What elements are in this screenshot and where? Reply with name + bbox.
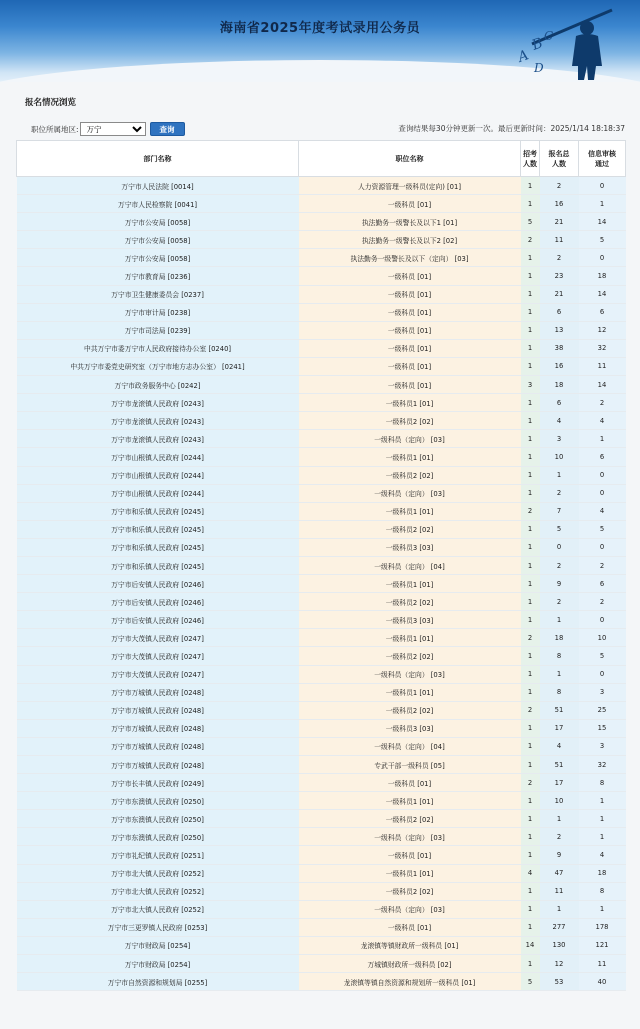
cell-dept: 万宁市东澳镇人民政府 [0250] — [17, 810, 299, 828]
cell-approved: 0 — [579, 177, 626, 195]
cell-quota: 2 — [521, 774, 540, 792]
cell-applicants: 51 — [540, 701, 579, 719]
main-content — [0, 82, 640, 1029]
cell-quota: 1 — [521, 448, 540, 466]
cell-approved: 0 — [579, 466, 626, 484]
cell-applicants: 18 — [540, 376, 579, 394]
cell-applicants: 3 — [540, 430, 579, 448]
cell-applicants: 2 — [540, 593, 579, 611]
cell-applicants: 10 — [540, 448, 579, 466]
table-row — [17, 556, 626, 574]
table-header-row — [17, 141, 626, 177]
cell-dept: 万宁市山根镇人民政府 [0244] — [17, 448, 299, 466]
table-row — [17, 665, 626, 683]
cell-approved: 2 — [579, 593, 626, 611]
table-row — [17, 303, 626, 321]
cell-position: 一级科员 [01] — [299, 918, 521, 936]
cell-approved: 40 — [579, 973, 626, 991]
cell-quota: 1 — [521, 900, 540, 918]
cell-position: 一级科员3 [03] — [299, 611, 521, 629]
cell-position: 一级科员（定向） [03] — [299, 828, 521, 846]
cell-dept: 万宁市人民法院 [0014] — [17, 177, 299, 195]
cell-position: 一级科员 [01] — [299, 285, 521, 303]
cell-applicants: 2 — [540, 177, 579, 195]
abc-figure-logo-icon — [492, 4, 622, 84]
table-row — [17, 719, 626, 737]
cell-dept: 万宁市山根镇人民政府 [0244] — [17, 466, 299, 484]
table-row — [17, 321, 626, 339]
cell-position: 执法勤务一级警长及以下2 [02] — [299, 231, 521, 249]
cell-quota: 2 — [521, 629, 540, 647]
cell-position: 一级科员1 [01] — [299, 792, 521, 810]
cell-position: 一级科员1 [01] — [299, 864, 521, 882]
table-row — [17, 538, 626, 556]
cell-position: 一级科员2 [02] — [299, 701, 521, 719]
cell-quota: 1 — [521, 918, 540, 936]
query-button[interactable]: 查询 — [150, 122, 185, 136]
cell-approved: 15 — [579, 719, 626, 737]
cell-applicants: 130 — [540, 936, 579, 954]
cell-approved: 3 — [579, 737, 626, 755]
cell-position: 一级科员（定向） [04] — [299, 737, 521, 755]
cell-position: 一级科员（定向） [03] — [299, 430, 521, 448]
cell-quota: 1 — [521, 484, 540, 502]
cell-approved: 1 — [579, 792, 626, 810]
cell-quota: 3 — [521, 376, 540, 394]
cell-approved: 14 — [579, 285, 626, 303]
cell-dept: 万宁市人民检察院 [0041] — [17, 195, 299, 213]
cell-applicants: 47 — [540, 864, 579, 882]
cell-dept: 万宁市和乐镇人民政府 [0245] — [17, 520, 299, 538]
cell-dept: 万宁市司法局 [0239] — [17, 321, 299, 339]
cell-applicants: 2 — [540, 249, 579, 267]
cell-applicants: 21 — [540, 213, 579, 231]
cell-quota: 1 — [521, 647, 540, 665]
cell-position: 一级科员2 [02] — [299, 593, 521, 611]
table-row — [17, 357, 626, 375]
cell-applicants: 4 — [540, 412, 579, 430]
table-row — [17, 575, 626, 593]
cell-applicants: 38 — [540, 339, 579, 357]
table-row — [17, 177, 626, 195]
cell-dept: 万宁市北大镇人民政府 [0252] — [17, 900, 299, 918]
cell-approved: 2 — [579, 556, 626, 574]
cell-applicants: 1 — [540, 665, 579, 683]
cell-applicants: 2 — [540, 556, 579, 574]
cell-approved: 6 — [579, 448, 626, 466]
cell-dept: 万宁市后安镇人民政府 [0246] — [17, 611, 299, 629]
cell-approved: 0 — [579, 249, 626, 267]
cell-quota: 2 — [521, 701, 540, 719]
cell-dept: 万宁市万城镇人民政府 [0248] — [17, 756, 299, 774]
cell-dept: 中共万宁市委万宁市人民政府接待办公室 [0240] — [17, 339, 299, 357]
cell-position: 一级科员1 [01] — [299, 394, 521, 412]
cell-dept: 万宁市万城镇人民政府 [0248] — [17, 683, 299, 701]
cell-quota: 1 — [521, 339, 540, 357]
cell-quota: 1 — [521, 575, 540, 593]
cell-quota: 5 — [521, 213, 540, 231]
cell-quota: 5 — [521, 973, 540, 991]
cell-dept: 万宁市大茂镇人民政府 [0247] — [17, 647, 299, 665]
cell-quota: 1 — [521, 538, 540, 556]
cell-applicants: 10 — [540, 792, 579, 810]
cell-applicants: 5 — [540, 520, 579, 538]
cell-position: 执法勤务一级警长及以下1 [01] — [299, 213, 521, 231]
cell-applicants: 17 — [540, 719, 579, 737]
cell-quota: 1 — [521, 719, 540, 737]
table-row — [17, 973, 626, 991]
cell-quota: 1 — [521, 394, 540, 412]
cell-quota: 1 — [521, 556, 540, 574]
header-banner — [0, 0, 640, 88]
table-row — [17, 828, 626, 846]
table-row — [17, 593, 626, 611]
cell-applicants: 23 — [540, 267, 579, 285]
cell-position: 一级科员1 [01] — [299, 629, 521, 647]
page-title: 海南省2025年度考试录用公务员 — [219, 21, 421, 36]
table-row — [17, 882, 626, 900]
cell-applicants: 9 — [540, 575, 579, 593]
cell-approved: 5 — [579, 231, 626, 249]
cell-dept: 中共万宁市委党史研究室（万宁市地方志办公室） [0241] — [17, 357, 299, 375]
cell-dept: 万宁市和乐镇人民政府 [0245] — [17, 556, 299, 574]
cell-applicants: 7 — [540, 502, 579, 520]
cell-approved: 121 — [579, 936, 626, 954]
cell-dept: 万宁市公安局 [0058] — [17, 249, 299, 267]
cell-quota: 1 — [521, 412, 540, 430]
cell-dept: 万宁市财政局 [0254] — [17, 936, 299, 954]
table-row — [17, 267, 626, 285]
cell-approved: 18 — [579, 864, 626, 882]
cell-quota: 1 — [521, 267, 540, 285]
table-row — [17, 810, 626, 828]
table-row — [17, 249, 626, 267]
cell-quota: 1 — [521, 195, 540, 213]
cell-approved: 3 — [579, 683, 626, 701]
cell-applicants: 21 — [540, 285, 579, 303]
cell-position: 一级科员 [01] — [299, 321, 521, 339]
table-row — [17, 701, 626, 719]
cell-position: 一级科员2 [02] — [299, 412, 521, 430]
cell-dept: 万宁市万城镇人民政府 [0248] — [17, 737, 299, 755]
cell-quota: 1 — [521, 882, 540, 900]
cell-quota: 1 — [521, 321, 540, 339]
cell-quota: 1 — [521, 249, 540, 267]
cell-applicants: 11 — [540, 882, 579, 900]
filter-bar — [31, 122, 185, 136]
cell-quota: 1 — [521, 955, 540, 973]
cell-quota: 1 — [521, 792, 540, 810]
cell-dept: 万宁市东澳镇人民政府 [0250] — [17, 828, 299, 846]
cell-quota: 1 — [521, 665, 540, 683]
table-row — [17, 955, 626, 973]
cell-quota: 1 — [521, 520, 540, 538]
cell-position: 一级科员2 [02] — [299, 466, 521, 484]
cell-dept: 万宁市龙滚镇人民政府 [0243] — [17, 430, 299, 448]
table-row — [17, 647, 626, 665]
cell-quota: 14 — [521, 936, 540, 954]
cell-position: 一级科员3 [03] — [299, 719, 521, 737]
cell-dept: 万宁市万城镇人民政府 [0248] — [17, 701, 299, 719]
cell-dept: 万宁市公安局 [0058] — [17, 213, 299, 231]
cell-dept: 万宁市三更罗镇人民政府 [0253] — [17, 918, 299, 936]
svg-text:B: B — [529, 35, 546, 54]
cell-applicants: 8 — [540, 647, 579, 665]
table-row — [17, 430, 626, 448]
cell-quota: 4 — [521, 864, 540, 882]
table-row — [17, 502, 626, 520]
cell-approved: 10 — [579, 629, 626, 647]
cell-approved: 0 — [579, 665, 626, 683]
cell-approved: 6 — [579, 575, 626, 593]
cell-applicants: 51 — [540, 756, 579, 774]
cell-position: 一级科员3 [03] — [299, 538, 521, 556]
cell-applicants: 1 — [540, 611, 579, 629]
cell-position: 万城镇财政所一级科员 [02] — [299, 955, 521, 973]
cell-approved: 0 — [579, 484, 626, 502]
cell-approved: 1 — [579, 900, 626, 918]
table-row — [17, 864, 626, 882]
cell-quota: 1 — [521, 593, 540, 611]
cell-quota: 2 — [521, 502, 540, 520]
cell-approved: 8 — [579, 774, 626, 792]
table-row — [17, 376, 626, 394]
table-row — [17, 195, 626, 213]
cell-approved: 1 — [579, 810, 626, 828]
cell-position: 一级科员1 [01] — [299, 575, 521, 593]
section-title: 报名情况浏览 — [25, 98, 77, 108]
cell-dept: 万宁市教育局 [0236] — [17, 267, 299, 285]
header-approved: 信息审核通过 — [579, 141, 626, 177]
cell-applicants: 2 — [540, 828, 579, 846]
cell-position: 一级科员 [01] — [299, 339, 521, 357]
cell-position: 专武干部一级科员 [05] — [299, 756, 521, 774]
cell-dept: 万宁市北大镇人民政府 [0252] — [17, 882, 299, 900]
cell-quota: 1 — [521, 303, 540, 321]
cell-position: 龙滚镇等镇自然资源和规划所一级科员 [01] — [299, 973, 521, 991]
cell-position: 人力资源管理一级科员(定向) [01] — [299, 177, 521, 195]
cell-dept: 万宁市龙滚镇人民政府 [0243] — [17, 394, 299, 412]
cell-quota: 1 — [521, 357, 540, 375]
cell-quota: 1 — [521, 611, 540, 629]
cell-quota: 1 — [521, 846, 540, 864]
cell-quota: 1 — [521, 466, 540, 484]
svg-text:D: D — [534, 61, 544, 75]
cell-applicants: 6 — [540, 394, 579, 412]
cell-applicants: 16 — [540, 195, 579, 213]
cell-approved: 1 — [579, 430, 626, 448]
cell-approved: 4 — [579, 846, 626, 864]
table-row — [17, 231, 626, 249]
cell-applicants: 0 — [540, 538, 579, 556]
cell-position: 一级科员 [01] — [299, 376, 521, 394]
cell-dept: 万宁市政务服务中心 [0242] — [17, 376, 299, 394]
cell-applicants: 53 — [540, 973, 579, 991]
header-applicants: 报名总人数 — [540, 141, 579, 177]
cell-approved: 5 — [579, 520, 626, 538]
cell-position: 一级科员 [01] — [299, 195, 521, 213]
cell-position: 一级科员（定向） [03] — [299, 900, 521, 918]
table-row — [17, 756, 626, 774]
update-note: 查询结果每30分钟更新一次。最后更新时间：2025/1/14 18:18:37 — [398, 124, 625, 133]
cell-approved: 0 — [579, 538, 626, 556]
cell-dept: 万宁市后安镇人民政府 [0246] — [17, 593, 299, 611]
cell-applicants: 1 — [540, 466, 579, 484]
table-row — [17, 448, 626, 466]
cell-approved: 32 — [579, 339, 626, 357]
cell-dept: 万宁市长丰镇人民政府 [0249] — [17, 774, 299, 792]
cell-position: 一级科员 [01] — [299, 303, 521, 321]
cell-position: 执法勤务一级警长及以下（定向） [03] — [299, 249, 521, 267]
cell-dept: 万宁市北大镇人民政府 [0252] — [17, 864, 299, 882]
cell-position: 一级科员2 [02] — [299, 882, 521, 900]
cell-quota: 1 — [521, 683, 540, 701]
cell-dept: 万宁市审计局 [0238] — [17, 303, 299, 321]
table-row — [17, 774, 626, 792]
table-row — [17, 900, 626, 918]
cell-position: 一级科员（定向） [03] — [299, 665, 521, 683]
cell-approved: 178 — [579, 918, 626, 936]
cell-approved: 1 — [579, 195, 626, 213]
cell-applicants: 17 — [540, 774, 579, 792]
cell-approved: 5 — [579, 647, 626, 665]
cell-approved: 4 — [579, 502, 626, 520]
cell-position: 一级科员 [01] — [299, 846, 521, 864]
cell-applicants: 4 — [540, 737, 579, 755]
cell-position: 一级科员1 [01] — [299, 502, 521, 520]
table-row — [17, 484, 626, 502]
cell-dept: 万宁市自然资源和规划局 [0255] — [17, 973, 299, 991]
cell-approved: 14 — [579, 213, 626, 231]
cell-applicants: 18 — [540, 629, 579, 647]
cell-approved: 25 — [579, 701, 626, 719]
cell-approved: 8 — [579, 882, 626, 900]
cell-dept: 万宁市公安局 [0058] — [17, 231, 299, 249]
region-select[interactable] — [80, 122, 146, 136]
table-row — [17, 936, 626, 954]
filter-label: 职位所属地区: — [31, 124, 79, 134]
table-row — [17, 611, 626, 629]
cell-position: 一级科员 [01] — [299, 267, 521, 285]
cell-applicants: 1 — [540, 810, 579, 828]
cell-position: 一级科员1 [01] — [299, 448, 521, 466]
cell-position: 一级科员 [01] — [299, 357, 521, 375]
cell-approved: 1 — [579, 828, 626, 846]
cell-dept: 万宁市大茂镇人民政府 [0247] — [17, 629, 299, 647]
cell-applicants: 13 — [540, 321, 579, 339]
cell-dept: 万宁市和乐镇人民政府 [0245] — [17, 502, 299, 520]
cell-dept: 万宁市万城镇人民政府 [0248] — [17, 719, 299, 737]
cell-applicants: 9 — [540, 846, 579, 864]
cell-approved: 11 — [579, 357, 626, 375]
svg-text:C: C — [544, 29, 554, 43]
cell-dept: 万宁市大茂镇人民政府 [0247] — [17, 665, 299, 683]
cell-approved: 0 — [579, 611, 626, 629]
cell-applicants: 8 — [540, 683, 579, 701]
cell-approved: 32 — [579, 756, 626, 774]
svg-text:A: A — [515, 47, 531, 66]
cell-quota: 1 — [521, 737, 540, 755]
table-row — [17, 213, 626, 231]
header-quota: 招考人数 — [521, 141, 540, 177]
cell-position: 一级科员 [01] — [299, 774, 521, 792]
cell-quota: 1 — [521, 756, 540, 774]
cell-dept: 万宁市山根镇人民政府 [0244] — [17, 484, 299, 502]
cell-quota: 1 — [521, 285, 540, 303]
header-position: 职位名称 — [299, 141, 521, 177]
cell-position: 一级科员（定向） [04] — [299, 556, 521, 574]
table-row — [17, 792, 626, 810]
cell-applicants: 11 — [540, 231, 579, 249]
table-row — [17, 285, 626, 303]
cell-applicants: 1 — [540, 900, 579, 918]
cell-approved: 2 — [579, 394, 626, 412]
cell-position: 龙滚镇等镇财政所一级科员 [01] — [299, 936, 521, 954]
cell-applicants: 12 — [540, 955, 579, 973]
cell-position: 一级科员2 [02] — [299, 810, 521, 828]
cell-approved: 18 — [579, 267, 626, 285]
cell-approved: 14 — [579, 376, 626, 394]
table-row — [17, 412, 626, 430]
cell-quota: 1 — [521, 828, 540, 846]
table-row — [17, 339, 626, 357]
cell-quota: 1 — [521, 177, 540, 195]
cell-position: 一级科员1 [01] — [299, 683, 521, 701]
header-dept: 部门名称 — [17, 141, 299, 177]
cell-applicants: 2 — [540, 484, 579, 502]
cell-quota: 1 — [521, 810, 540, 828]
cell-quota: 2 — [521, 231, 540, 249]
cell-approved: 4 — [579, 412, 626, 430]
cell-applicants: 16 — [540, 357, 579, 375]
cell-quota: 1 — [521, 430, 540, 448]
cell-dept: 万宁市后安镇人民政府 [0246] — [17, 575, 299, 593]
cell-dept: 万宁市和乐镇人民政府 [0245] — [17, 538, 299, 556]
cell-dept: 万宁市东澳镇人民政府 [0250] — [17, 792, 299, 810]
cell-dept: 万宁市龙滚镇人民政府 [0243] — [17, 412, 299, 430]
cell-dept: 万宁市礼纪镇人民政府 [0251] — [17, 846, 299, 864]
cell-dept: 万宁市财政局 [0254] — [17, 955, 299, 973]
cell-approved: 11 — [579, 955, 626, 973]
cell-approved: 6 — [579, 303, 626, 321]
table-row — [17, 846, 626, 864]
cell-applicants: 277 — [540, 918, 579, 936]
cell-position: 一级科员2 [02] — [299, 520, 521, 538]
cell-position: 一级科员2 [02] — [299, 647, 521, 665]
table-row — [17, 520, 626, 538]
table-row — [17, 737, 626, 755]
table-row — [17, 466, 626, 484]
cell-dept: 万宁市卫生健康委员会 [0237] — [17, 285, 299, 303]
table-row — [17, 683, 626, 701]
table-row — [17, 629, 626, 647]
table-row — [17, 394, 626, 412]
cell-approved: 12 — [579, 321, 626, 339]
table-row — [17, 918, 626, 936]
applications-table — [16, 140, 626, 991]
cell-position: 一级科员（定向） [03] — [299, 484, 521, 502]
cell-applicants: 6 — [540, 303, 579, 321]
